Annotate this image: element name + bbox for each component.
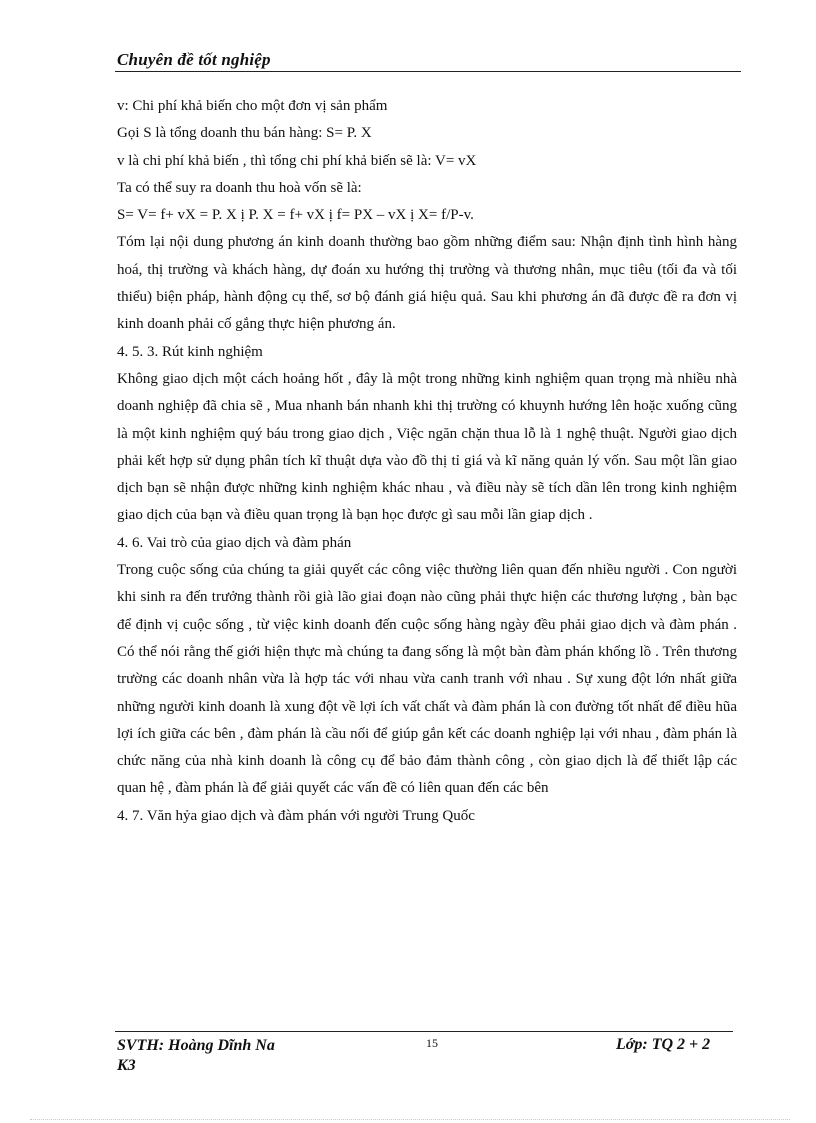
summary-paragraph: Tóm lại nội dung phương án kinh doanh thường bao gồm những điểm sau: Nhận định tình hình hàng hoá, thị trường và khách hàng, dự đoán xu hướng thị trường và thương nhân, mục tiêu (tối đa và tối thiểu) biện pháp, hành động cụ thể, sơ bộ đánh giá hiệu quả. Sau khi phương án đã được đề ra đơn vị kinh doanh phải cố gắng thực hiện phương án.: [117, 234, 737, 333]
footer-class-label: Lớp: TQ 2 + 2: [616, 1036, 711, 1053]
role-paragraph: Trong cuộc sống của chúng ta giải quyết các công việc thường liên quan đến nhiều người . Con người khi sinh ra đến trưởng thành rồi già lão giai đoạn nào cũng phải thực hiện các thương lượng , bàn bạc để định vị cuộc sống , từ việc kinh doanh đến cuộc sống hàng ngày đều phải giao dịch và đàm phán . Có thể nói rằng thế giới hiện thực mà chúng ta đang sống là một bàn đàm phán khổng lồ . Trên thương trường các doanh nhân vừa là hợp tác với nhau vừa canh tranh vớì nhau . Sự xung đột lớn nhất giữa những người kinh doanh là xung đột về lợi ích vất chất và đàm phán là con đường tốt nhất để điều hũa lợi ích giữa các bên , đàm phán là cầu nối để giúp gắn kết các doanh nghiệp lại với nhau , đàm phán là chức năng của nhà kinh doanh là công cụ để bảo đảm thành công , còn giao dịch là để thiết lập các quan hệ , đàm phán là để giải quyết các vấn đề có liên quan đến các bên: [117, 562, 737, 797]
lessons-paragraph: Không giao dịch một cách hoảng hốt , đây là một trong những kinh nghiệm quan trọng mà nhiều nhà doanh nghiệp đã chia sẽ , Mua nhanh bán nhanh khi thị trường có khuynh hướng lên hoặc xuống cũng là một kinh nghiệm quý báu trong giao dịch , Việc ngăn chặn thua lỗ là 1 nghệ thuật. Người giao dịch phải kết hợp sử dụng phân tích kĩ thuật dựa vào đồ thị tỉ giá và kĩ năng quản lý vốn. Sau một lần giao dịch bạn sẽ nhận được những kinh nghiệm khác nhau , và điều này sẽ tích dần lên trong kinh nghiệm giao dịch của bạn và điều quan trọng là bạn học được gì sau mỗi lần giap dịch .: [117, 370, 737, 524]
break-even-formula: S= V= f+ vX = P. X ị P. X = f+ vX ị f= PX – vX ị X= f/P-v.: [117, 207, 474, 224]
footer-author: [117, 1036, 275, 1076]
definition-line-s: Gọi S là tổng doanh thu bán hàng: S= P. X: [117, 125, 372, 142]
section-heading-4-5-3: 4. 5. 3. Rút kinh nghiệm: [117, 343, 263, 360]
footer-author-cohort: K3: [117, 1057, 136, 1074]
page-header-title: Chuyên đề tốt nghiệp: [117, 50, 271, 69]
header-divider: [115, 71, 741, 72]
section-heading-4-7: 4. 7. Văn hỷa giao dịch và đàm phán với người Trung Quốc: [117, 807, 475, 824]
definition-line-v: v: Chi phí khả biến cho một đơn vị sản phẩm: [117, 98, 388, 114]
section-heading-4-6: 4. 6. Vai trò của giao dịch và đàm phán: [117, 534, 352, 551]
page-bottom-edge: [30, 1119, 790, 1120]
document-body: [117, 93, 737, 830]
page-number: 15: [426, 1036, 438, 1050]
footer-author-name: SVTH: Hoàng Dĩnh Na: [117, 1037, 275, 1054]
footer-divider: [115, 1031, 733, 1032]
derivation-intro: Ta có thể suy ra doanh thu hoà vốn sẽ là:: [117, 179, 362, 196]
definition-line-vx: v là chi phí khả biến , thì tổng chi phí khả biến sẽ là: V= vX: [117, 152, 477, 169]
